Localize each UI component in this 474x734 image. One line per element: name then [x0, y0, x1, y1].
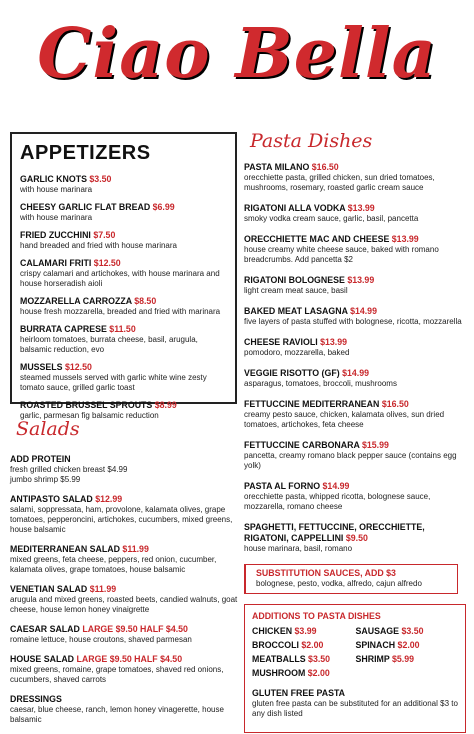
- menu-item-description: caesar, blue cheese, ranch, lemon honey vinagerette, house balsamic: [10, 705, 224, 724]
- appetizers-heading: APPETIZERS: [20, 142, 151, 164]
- menu-item-price: $14.99: [342, 368, 369, 378]
- additions-grid: [252, 626, 459, 679]
- addition-price: $3.50: [401, 626, 424, 636]
- menu-item-name: FRIED ZUCCHINI: [20, 230, 91, 240]
- addition-price: $5.99: [392, 654, 415, 664]
- menu-item-description: arugula and mixed greens, roasted beets, candied walnuts, goat cheese, house lemon honey vinaigrette: [10, 595, 238, 614]
- menu-item-price: $16.50: [311, 162, 339, 172]
- additions-title: ADDITIONS TO PASTA DISHES: [252, 611, 381, 621]
- addition-name: MUSHROOM: [252, 668, 306, 678]
- menu-item-name-line: [244, 337, 466, 348]
- menu-item-price: $13.99: [320, 337, 348, 347]
- menu-item-name-line: [10, 544, 240, 555]
- menu-item-price: $8.99: [154, 400, 177, 410]
- menu-item-description: asparagus, tomatoes, broccoli, mushrooms: [244, 379, 397, 388]
- menu-item-description: light cream meat sauce, basil: [244, 286, 348, 295]
- menu-item-name-line: [10, 624, 240, 635]
- menu-item-description: crispy calamari and artichokes, with house marinara and house horseradish aioli: [20, 269, 220, 288]
- salads-heading: Salads: [16, 418, 80, 440]
- menu-item-price: $8.50: [134, 296, 157, 306]
- menu-item: [244, 275, 466, 296]
- menu-item-name: CHEESE RAVIOLI: [244, 337, 318, 347]
- menu-item-name-line: [244, 481, 466, 492]
- additions-box: [244, 604, 466, 733]
- menu-item-name-line: [20, 324, 228, 335]
- menu-item-price: $11.50: [109, 324, 136, 334]
- menu-item-name-line: [244, 440, 466, 451]
- menu-item-name: MUSSELS: [20, 362, 63, 372]
- menu-item: [244, 203, 466, 224]
- addition-item: [252, 640, 356, 651]
- menu-item-name: MEDITERRANEAN SALAD: [10, 544, 120, 554]
- gluten-free-section: [252, 688, 459, 719]
- addition-name: MEATBALLS: [252, 654, 306, 664]
- menu-item-name: VENETIAN SALAD: [10, 584, 88, 594]
- menu-item-name-line: [244, 522, 466, 544]
- menu-item-description: heirloom tomatoes, burrata cheese, basil, arugula, balsamic reduction, evo: [20, 335, 198, 354]
- menu-item-description: creamy pesto sauce, chicken, kalamata olives, sun dried tomatoes, artichokes, feta cheese: [244, 410, 445, 429]
- menu-item-name-line: [10, 584, 240, 595]
- menu-item-description: house fresh mozzarella, breaded and fried with marinara: [20, 307, 221, 316]
- menu-item-price: $3.50: [89, 174, 112, 184]
- menu-item: [244, 234, 466, 265]
- menu-item-price: $11.99: [89, 584, 117, 594]
- substitution-box: [244, 564, 458, 594]
- menu-item-name: FETTUCCINE MEDITERRANEAN: [244, 399, 380, 409]
- addition-price: $3.50: [308, 654, 331, 664]
- menu-item: [10, 584, 240, 615]
- menu-item: [20, 230, 228, 251]
- menu-item-name: PASTA MILANO: [244, 162, 310, 172]
- menu-item: [10, 624, 240, 645]
- menu-item: [20, 296, 228, 317]
- menu-item-name-line: [244, 203, 466, 214]
- menu-item-name: DRESSINGS: [10, 694, 62, 704]
- menu-item-description: orecchiette pasta, grilled chicken, sun dried tomatoes, mushrooms, rosemary, roasted garlic cream sauce: [244, 173, 435, 192]
- menu-item-name-line: [20, 230, 228, 241]
- menu-item-name: PASTA AL FORNO: [244, 481, 321, 491]
- menu-item-name: RIGATONI ALLA VODKA: [244, 203, 346, 213]
- gluten-free-desc: gluten free pasta can be substituted for an additional $3 to any dish listed: [252, 699, 458, 718]
- menu-item-name: ORECCHIETTE MAC AND CHEESE: [244, 234, 390, 244]
- menu-item: [244, 306, 466, 327]
- menu-item-name-line: [244, 234, 466, 245]
- menu-item-description: house creamy white cheese sauce, baked with romano breadcrumbs. Add pancetta $2: [244, 245, 439, 264]
- menu-item-name-line: [20, 296, 228, 307]
- menu-item: [10, 494, 240, 535]
- menu-item: [244, 522, 466, 554]
- menu-item-price: $12.99: [95, 494, 123, 504]
- menu-item-name: CALAMARI FRITI: [20, 258, 92, 268]
- menu-item-description: five layers of pasta stuffed with bolognese, ricotta, mozzarella: [244, 317, 462, 326]
- addition-item: [252, 668, 356, 679]
- menu-item-name-line: [20, 258, 228, 269]
- menu-item-name-line: [10, 454, 240, 465]
- menu-item-description: salami, soppressata, ham, provolone, kalamata olives, grape tomatoes, pepperoncini, artichokes, cucumbers, mixed greens, house balsamic: [10, 505, 233, 534]
- menu-item: [20, 258, 228, 289]
- menu-item-description: pancetta, creamy romano black pepper sauce (contains egg yolk): [244, 451, 457, 470]
- addition-name: CHICKEN: [252, 626, 293, 636]
- menu-item-description: hand breaded and fried with house marinara: [20, 241, 177, 250]
- menu-item-description: romaine lettuce, house croutons, shaved parmesan: [10, 635, 192, 644]
- menu-item-price: LARGE $9.50 HALF $4.50: [82, 624, 188, 634]
- menu-item-name: BURRATA CAPRESE: [20, 324, 107, 334]
- menu-item: [20, 324, 228, 355]
- right-column: [244, 130, 466, 733]
- menu-item-name: FETTUCCINE CARBONARA: [244, 440, 360, 450]
- menu-item-price: $15.99: [361, 440, 389, 450]
- menu-item-name: VEGGIE RISOTTO (GF): [244, 368, 340, 378]
- menu-item-name-line: [244, 162, 466, 173]
- menu-item-name: MOZZARELLA CARROZZA: [20, 296, 132, 306]
- menu-item-price: $9.50: [345, 533, 368, 543]
- pasta-list: [244, 162, 466, 554]
- menu-item-description: steamed mussels served with garlic white wine zesty tomato sauce, grilled garlic toast: [20, 373, 207, 392]
- menu-item-price: $13.99: [347, 275, 375, 285]
- menu-item-name: BAKED MEAT LASAGNA: [244, 306, 348, 316]
- menu-item-price: $14.99: [322, 481, 350, 491]
- menu-item-description: orecchiette pasta, whipped ricotta, bolognese sauce, mozzarella, romano cheese: [244, 492, 431, 511]
- menu-item-name-line: [20, 202, 228, 213]
- menu-item: [244, 162, 466, 193]
- menu-item-name-line: [244, 399, 466, 410]
- menu-item-name-line: [244, 368, 466, 379]
- menu-item: [10, 694, 240, 725]
- menu-item: [10, 544, 240, 575]
- addition-name: SPINACH: [355, 640, 396, 650]
- menu-item: [244, 368, 466, 389]
- menu-item-price: $14.99: [350, 306, 377, 316]
- restaurant-logo: Ciao Bella: [37, 14, 437, 94]
- menu-item-name-line: [10, 694, 240, 705]
- menu-item-name-line: [20, 362, 228, 373]
- menu-item-name: ANTIPASTO SALAD: [10, 494, 93, 504]
- menu-item-name: RIGATONI BOLOGNESE: [244, 275, 345, 285]
- menu-item-description: smoky vodka cream sauce, garlic, basil, pancetta: [244, 214, 419, 223]
- menu-item-price: $13.99: [391, 234, 419, 244]
- menu-item: [20, 202, 228, 223]
- menu-item-description: with house marinara: [20, 213, 93, 222]
- menu-item-description: house marinara, basil, romano: [244, 544, 353, 553]
- addition-price: $2.00: [307, 668, 330, 678]
- menu-item-price: $13.99: [347, 203, 375, 213]
- addition-price: $3.99: [294, 626, 317, 636]
- gluten-free-title: GLUTEN FREE PASTA: [252, 688, 346, 698]
- substitution-desc: bolognese, pesto, vodka, alfredo, cajun alfredo: [256, 579, 422, 588]
- menu-item-description: pomodoro, mozzarella, baked: [244, 348, 350, 357]
- addition-name: SHRIMP: [355, 654, 390, 664]
- menu-item-name-line: [20, 400, 228, 411]
- addition-price: $2.00: [301, 640, 324, 650]
- menu-item: [20, 174, 228, 195]
- menu-item-name-line: [10, 494, 240, 505]
- addition-item: [252, 654, 356, 665]
- menu-item: [10, 654, 240, 685]
- menu-item-price: $7.50: [93, 230, 116, 240]
- menu-item-name: ROASTED BRUSSEL SPROUTS: [20, 400, 153, 410]
- menu-item-name: CHEESY GARLIC FLAT BREAD: [20, 202, 151, 212]
- substitution-title: SUBSTITUTION SAUCES, ADD $3: [256, 568, 396, 578]
- menu-item-name-line: [20, 174, 228, 185]
- menu-item: [20, 362, 228, 393]
- menu-item-price: $12.50: [64, 362, 92, 372]
- menu-item-name: SPAGHETTI, FETTUCCINE, ORECCHIETTE, RIGATONI, CAPPELLINI: [244, 522, 425, 543]
- pasta-heading: Pasta Dishes: [250, 130, 373, 152]
- menu-item-price: $11.99: [122, 544, 149, 554]
- menu-item: [244, 399, 466, 430]
- menu-item-name: ADD PROTEIN: [10, 454, 71, 464]
- addition-item: [356, 654, 460, 665]
- menu-item-description: fresh grilled chicken breast $4.99 jumbo shrimp $5.99: [10, 465, 128, 484]
- salads-list: [10, 454, 240, 725]
- menu-item-name: CAESAR SALAD: [10, 624, 80, 634]
- menu-item-description: mixed greens, romaine, grape tomatoes, shaved red onions, cucumbers, shaved carrots: [10, 665, 224, 684]
- menu-item-name: HOUSE SALAD: [10, 654, 75, 664]
- appetizers-list: [20, 174, 228, 421]
- menu-item: [244, 440, 466, 471]
- menu-item: [244, 337, 466, 358]
- menu-item-description: mixed greens, feta cheese, peppers, red onion, cucumber, kalamata olives, grape tomatoes, house balsamic: [10, 555, 217, 574]
- menu-item: [10, 454, 240, 485]
- menu-item-name: GARLIC KNOTS: [20, 174, 87, 184]
- menu-item-name-line: [244, 275, 466, 286]
- appetizers-box: [10, 132, 237, 420]
- addition-item: [252, 626, 356, 637]
- menu-item: [244, 481, 466, 512]
- menu-item-price: $12.50: [93, 258, 121, 268]
- menu-item-description: garlic, parmesan fig balsamic reduction: [20, 411, 159, 420]
- addition-item: [356, 626, 460, 637]
- menu-item-price: $16.50: [381, 399, 409, 409]
- left-column: [10, 132, 240, 734]
- menu-item-price: LARGE $9.50 HALF $4.50: [76, 654, 183, 664]
- menu-item-name-line: [244, 306, 466, 317]
- addition-name: SAUSAGE: [355, 626, 400, 636]
- addition-price: $2.00: [397, 640, 420, 650]
- menu-item-price: $6.99: [152, 202, 175, 212]
- addition-name: BROCCOLI: [252, 640, 299, 650]
- addition-item: [356, 640, 460, 651]
- menu-item-name-line: [10, 654, 240, 665]
- menu-item-description: with house marinara: [20, 185, 93, 194]
